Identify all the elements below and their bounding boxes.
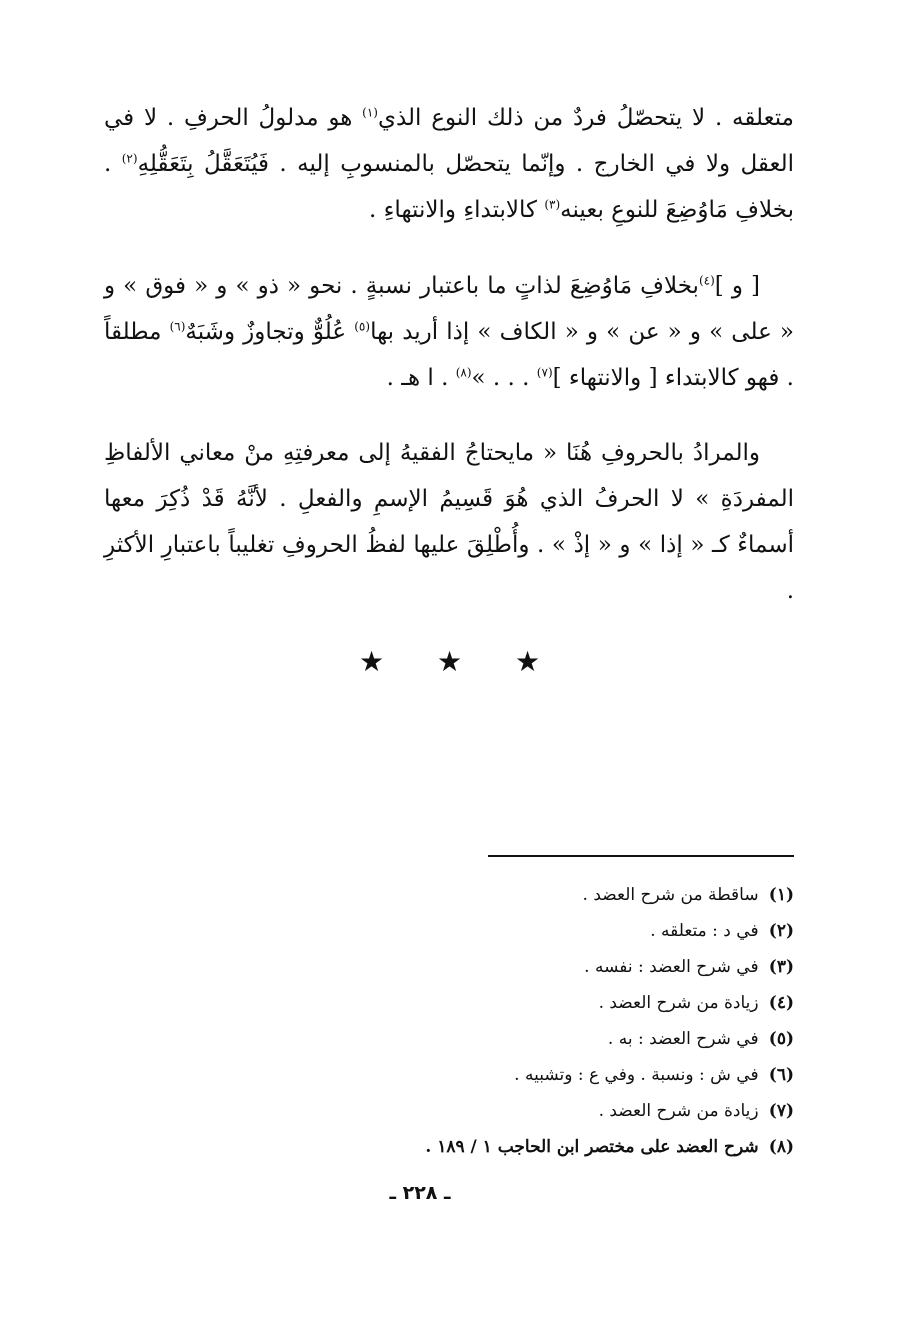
footnote-1: (١) ساقطة من شرح العضد . <box>582 885 794 905</box>
footnote-6: (٦) في ش : ونسبة . وفي ع : وتشبيه . <box>514 1065 794 1085</box>
footnote-divider <box>488 855 794 857</box>
footnotes <box>300 877 794 1165</box>
footnote-ref-2: (٢) <box>121 151 138 166</box>
paragraph-3: والمرادُ بالحروفِ هُنَا « مايحتاجُ الفقيهُ إلى معرفتِهِ منْ معاني الألفاظِ المفردَةِ » لا الحرفُ الذي هُوَ قَسِيمُ الإسمِ والفعلِ . لأنَّهُ قَدْ ذُكِرَ معها أسماءٌ كـ « إذا » و « إذْ » . وأُطْلِقَ عليها لفظُ الحروفِ تغليباً باعتبارِ الأكثرِ . <box>104 440 794 604</box>
footnote-ref-8: (٨) <box>455 365 472 380</box>
paragraph-1: متعلقه . لا يتحصّلُ فردٌ من ذلك النوع الذي$^{(١)}$ هو مدلولُ الحرفِ . لا في العقل ولا في الخارج . وإنّما يتحصّل بالمنسوبِ إليه . فَيُتَعَقَّلُ بِتَعَقُّلِهِ$^{(٢)}$ . بخلافِ مَاوُضِعَ للنوعِ بعينه$^{(٣)}$ كالابتداءِ والانتهاءِ . <box>104 105 795 223</box>
footnote-ref-3: (٣) <box>544 197 561 212</box>
footnote-ref-7: (٧) <box>536 365 553 380</box>
footnote-4: (٤) زيادة من شرح العضد . <box>598 993 794 1013</box>
footnote-8: (٨) شرح العضد على مختصر ابن الحاجب ١ / ١٨٩ . <box>425 1137 794 1157</box>
footnote-ref-5: (٥) <box>354 319 371 334</box>
footnote-5: (٥) في شرح العضد : به . <box>607 1029 794 1049</box>
footnote-7: (٧) زيادة من شرح العضد . <box>598 1101 794 1121</box>
star-separator: ★ ★ ★ <box>358 645 563 678</box>
footnote-ref-6: (٦) <box>169 319 186 334</box>
footnote-ref-4: (٤) <box>698 273 715 288</box>
page-number: ـ ٢٢٨ ـ <box>389 1182 451 1204</box>
paragraph-2: [ و ]$^{(٤)}$بخلافِ مَاوُضِعَ لذاتٍ ما باعتبار نسبةٍ . نحو « ذو » و « فوق » و « على » و « عن » و « الكاف » إذا أريد بها$^{(٥)}$ عُلُوٌّ وتجاوزٌ وشَبَهٌ$^{(٦)}$ مطلقاً . فهو كالابتداء [ والانتهاء ]$^{(٧)}$ . . . »$^{(٨)}$ . ا هـ . <box>104 273 794 391</box>
footnote-ref-1: (١) <box>362 105 378 120</box>
footnote-3: (٣) في شرح العضد : نفسه . <box>584 957 794 977</box>
footnote-2: (٢) في د : متعلقه . <box>650 921 794 941</box>
